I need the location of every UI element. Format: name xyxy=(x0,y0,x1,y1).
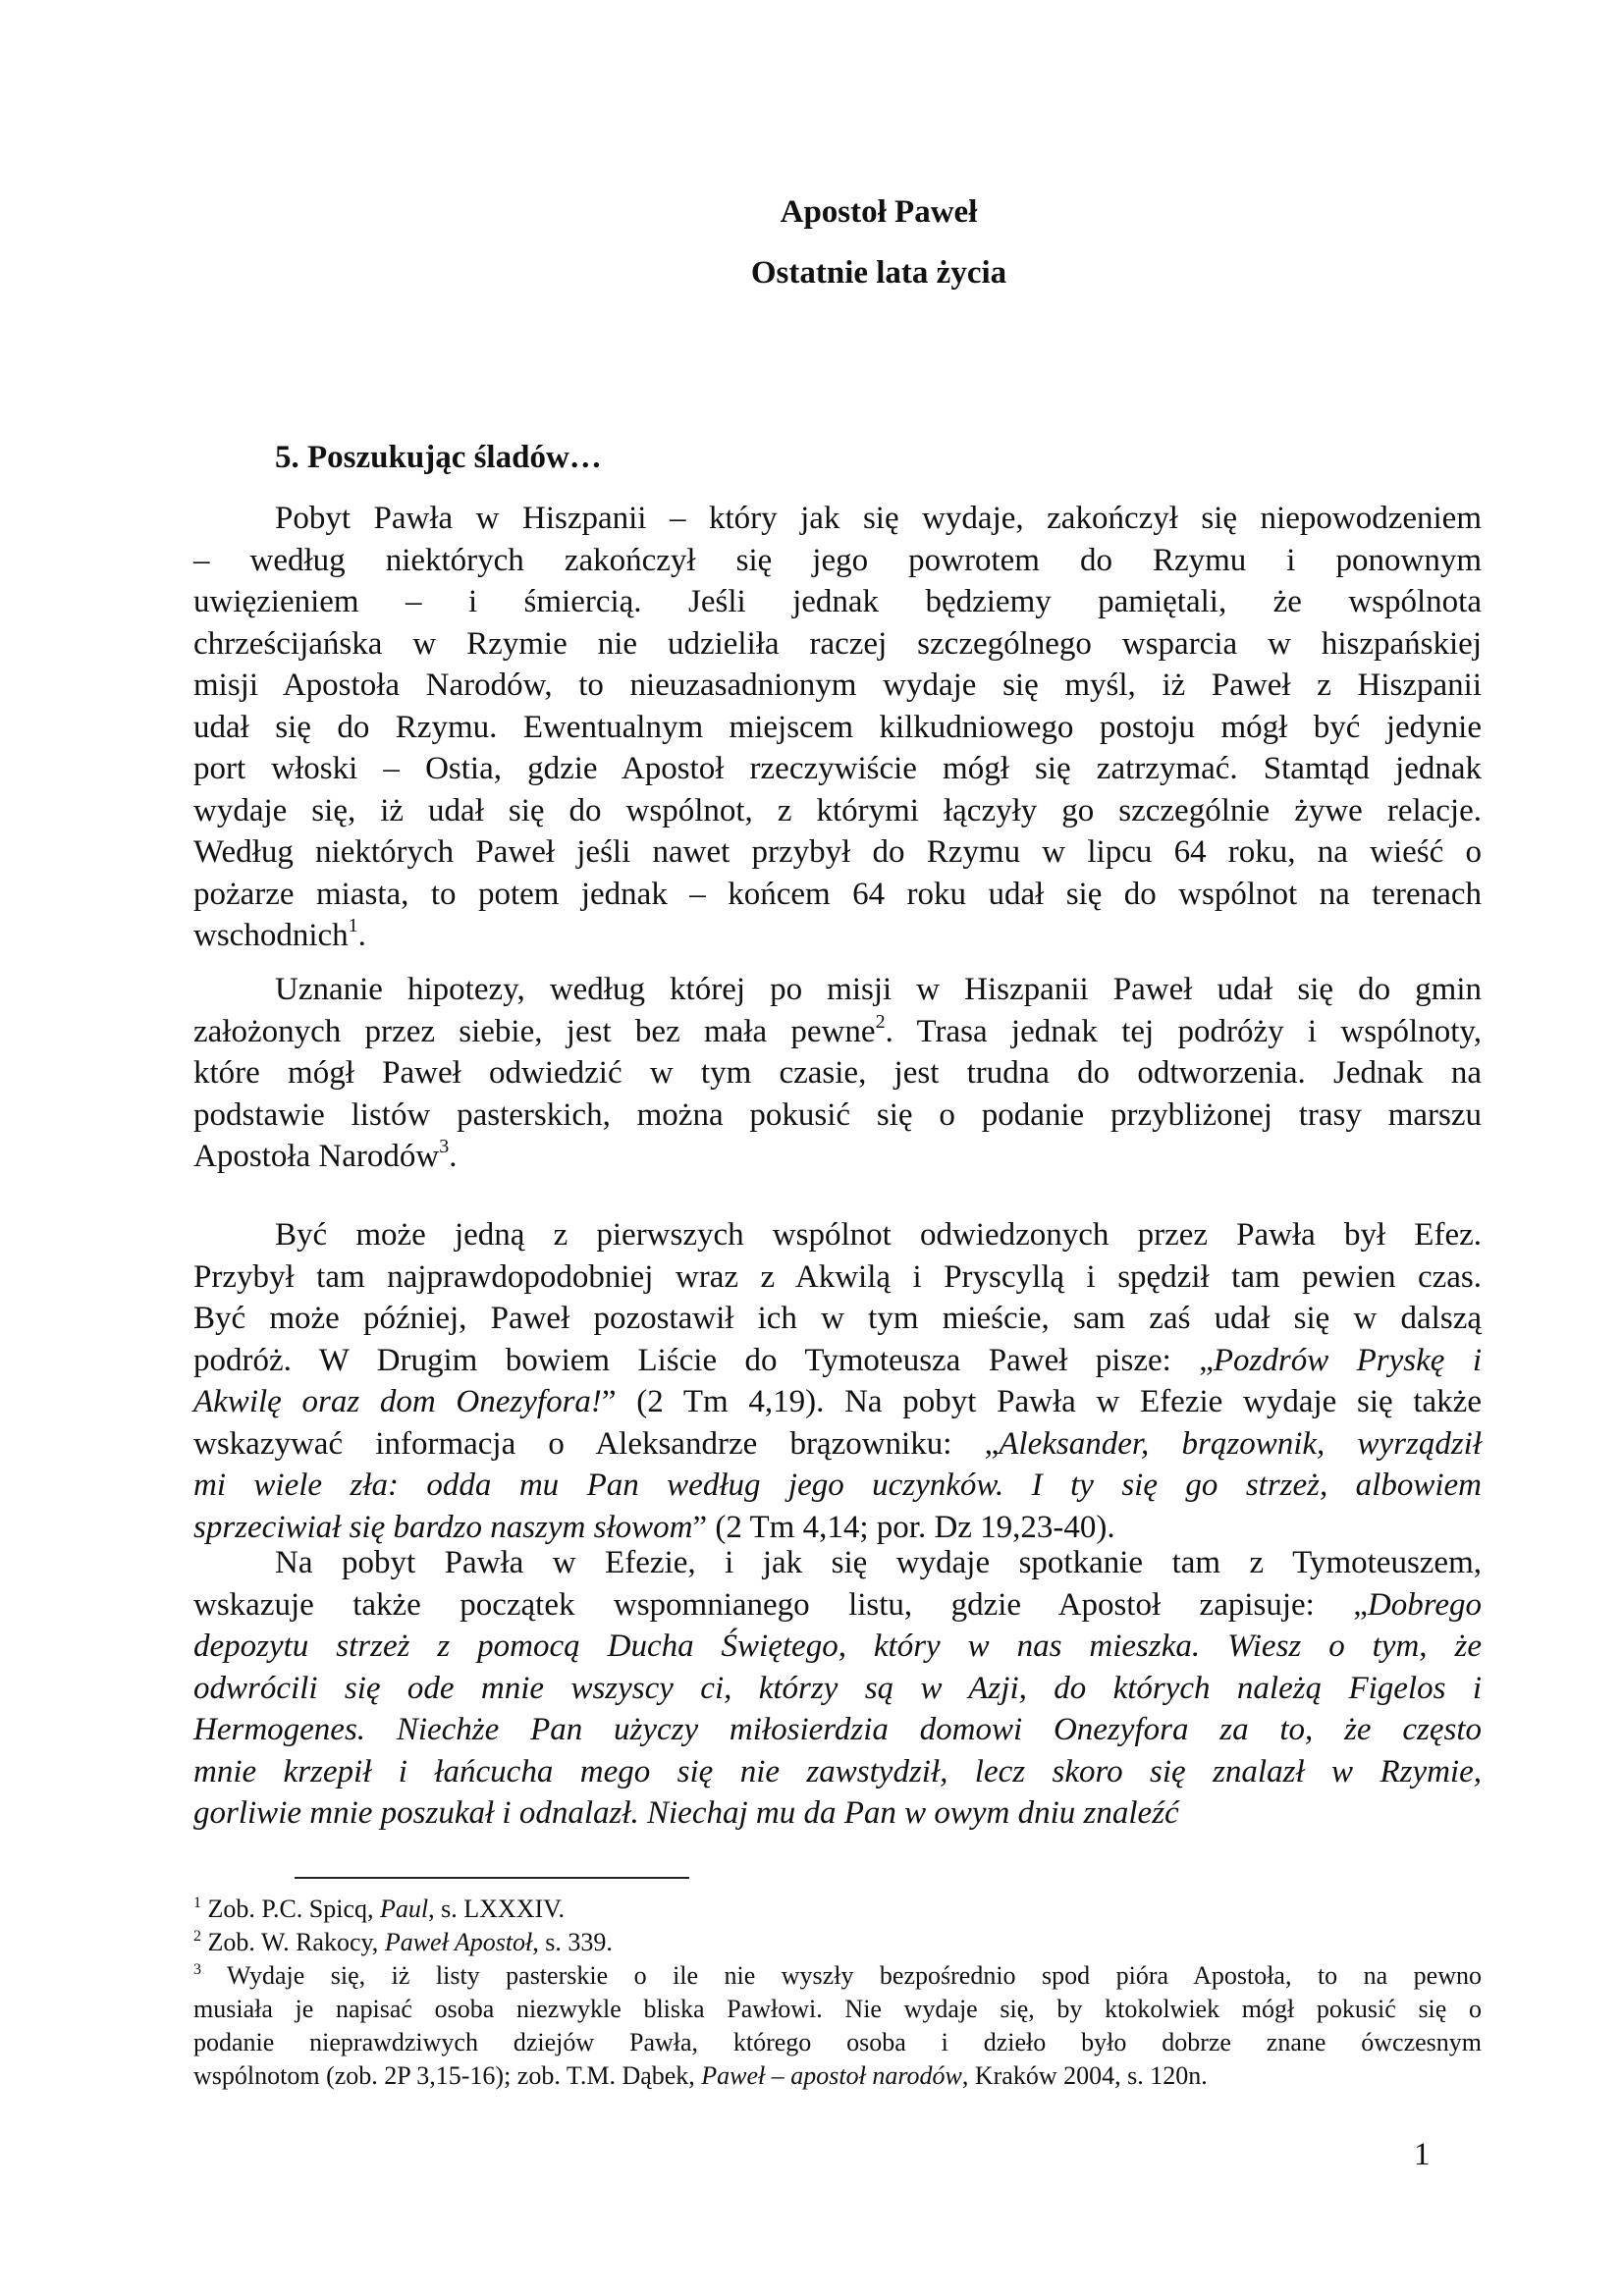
text-line xyxy=(193,748,1482,790)
text-run: . Trasa jednak tej podróży i wspólnoty, xyxy=(885,1013,1482,1049)
footnote xyxy=(193,1959,1482,2093)
text-line xyxy=(193,1959,1482,1993)
text-line xyxy=(193,1465,1482,1507)
quotation-text: Dobrego xyxy=(1367,1586,1482,1623)
quotation-text: Paweł Apostoł xyxy=(384,1928,533,1956)
text-line xyxy=(193,707,1482,749)
text-run: Zob. W. Rakocy, xyxy=(201,1928,385,1956)
page-number: 1 xyxy=(1414,2137,1431,2172)
text-run: chrześcijańska w Rzymie nie udzieliła raczej szczególnego wsparcia w hiszpańskiej xyxy=(193,625,1482,662)
text-run: podróż. W Drugim bowiem Liście do Tymoteusza Paweł pisze: „ xyxy=(193,1342,1214,1378)
document-subtitle: Ostatnie lata życia xyxy=(750,255,1007,291)
text-line xyxy=(193,1381,1482,1423)
text-run: wydaje się, iż udał się do wspólnot, z którymi łączyły go szczególnie żywe relacje. xyxy=(193,792,1482,828)
text-line xyxy=(193,1626,1482,1668)
text-line xyxy=(193,1792,1482,1835)
text-run: musiała je napisać osoba niezwykle bliska Pawłowi. Nie wydaje się, by ktokolwiek mógł pokusić się o xyxy=(193,1995,1482,2023)
footnote-ref: 1 xyxy=(193,1895,201,1911)
text-run: wspólnotom (zob. 2P 3,15-16); zob. T.M. Dąbek, xyxy=(193,2061,702,2090)
quotation-text: odwrócili się ode mnie wszyscy ci, którzy są w Azji, do których należą Figelos i xyxy=(193,1670,1482,1706)
document-title: Apostoł Paweł xyxy=(780,194,978,230)
text-run: Wydaje się, iż listy pasterskie o ile nie wyszły bezpośrednio spod pióra Apostoła, to na pewno xyxy=(201,1961,1482,1990)
text-line xyxy=(193,1751,1482,1793)
quotation-text: gorliwie mnie poszukał i odnalazł. Niechaj mu da Pan w owym dniu znaleźć xyxy=(193,1795,1179,1831)
text-line xyxy=(193,1095,1482,1137)
text-run: ” (2 Tm 4,19). Na pobyt Pawła w Efezie wydaje się także xyxy=(601,1384,1482,1419)
text-line xyxy=(193,1993,1482,2026)
quotation-text: Paweł – apostoł narodów xyxy=(701,2061,962,2090)
text-line xyxy=(193,1926,1482,1959)
text-line xyxy=(193,665,1482,707)
footnote-ref: 2 xyxy=(875,1010,886,1033)
text-line xyxy=(193,581,1482,623)
text-run: , s. 339. xyxy=(532,1928,613,1956)
footnote-ref: 1 xyxy=(348,915,358,936)
text-line xyxy=(193,1136,1482,1178)
text-line xyxy=(193,2059,1482,2093)
quotation-text: mi wiele zła: odda mu Pan według jego uczynków. I ty się go strzeż, albowiem xyxy=(193,1468,1482,1503)
quotation-text: depozytu strzeż z pomocą Ducha Świętego, który w nas mieszka. Wiesz o tym, że xyxy=(193,1629,1482,1664)
text-run: udał się do Rzymu. Ewentualnym miejscem kilkudniowego postoju mógł być jedynie xyxy=(193,709,1482,745)
text-run: Być może jedną z pierwszych wspólnot odwiedzonych przez Pawła był Efez. xyxy=(275,1217,1482,1253)
text-line xyxy=(193,1052,1482,1095)
text-run: . xyxy=(449,1139,458,1174)
text-run: które mógł Paweł odwiedzić w tym czasie, jest trudna do odtworzenia. Jednak na xyxy=(193,1055,1482,1091)
section-heading: 5. Poszukując śladów… xyxy=(275,440,602,475)
quotation-text: sprzeciwiał się bardzo naszym słowom xyxy=(193,1509,693,1545)
text-line xyxy=(193,1256,1482,1299)
text-run: Uznanie hipotezy, według której po misji w Hiszpanii Paweł udał się do gmin xyxy=(275,972,1482,1007)
text-run: założonych przez siebie, jest bez mała pewne xyxy=(193,1013,876,1049)
text-run: port włoski – Ostia, gdzie Apostoł rzeczywiście mógł się zatrzymać. Stamtąd jednak xyxy=(193,751,1482,786)
text-run: uwięzieniem – i śmiercią. Jeśli jednak będziemy pamiętali, że wspólnota xyxy=(193,584,1482,619)
text-line xyxy=(193,874,1482,916)
quotation-text: Aleksander, brązownik, wyrządził xyxy=(999,1425,1483,1462)
text-run: Przybył tam najprawdopodobniej wraz z Akwilą i Pryscyllą i spędził tam pewien czas. xyxy=(193,1258,1482,1295)
text-line xyxy=(193,2026,1482,2059)
text-line xyxy=(193,1423,1482,1466)
text-run: wschodnich xyxy=(193,918,349,953)
text-run: wskazuje także początek wspomnianego listu, gdzie Apostoł zapisuje: „ xyxy=(193,1586,1368,1623)
text-run: Na pobyt Pawła w Efezie, i jak się wydaje spotkanie tam z Tymoteuszem, xyxy=(275,1545,1482,1580)
quotation-text: Hermogenes. Niechże Pan użyczy miłosierdzia domowi Onezyfora za to, że często xyxy=(193,1712,1482,1747)
quotation-text: Paul xyxy=(380,1895,429,1923)
text-line xyxy=(193,1542,1482,1584)
text-run: , s. LXXXIV. xyxy=(428,1895,566,1923)
text-line xyxy=(193,540,1482,582)
paragraph xyxy=(193,1214,1482,1548)
text-line xyxy=(193,1893,1482,1926)
text-line xyxy=(193,1709,1482,1751)
text-run: wskazywać informacja o Aleksandrze brązowniku: „ xyxy=(193,1425,1000,1462)
text-line xyxy=(193,969,1482,1011)
text-run: podanie nieprawdziwych dziejów Pawła, którego osoba i dzieło było dobrze znane ówczesnym xyxy=(193,2028,1482,2056)
footnote-ref: 3 xyxy=(439,1136,450,1157)
text-run: , Kraków 2004, s. 120n. xyxy=(961,2061,1208,2090)
text-line xyxy=(193,1668,1482,1710)
text-run: – według niektórych zakończył się jego powrotem do Rzymu i ponownym xyxy=(193,542,1482,578)
text-line xyxy=(193,831,1482,874)
footnote xyxy=(193,1893,1482,1926)
text-line xyxy=(193,1298,1482,1340)
footnote xyxy=(193,1926,1482,1959)
paragraph xyxy=(193,498,1482,957)
quotation-text: Akwilę oraz dom Onezyfora! xyxy=(193,1384,602,1419)
text-run: Zob. P.C. Spicq, xyxy=(201,1895,381,1923)
text-line xyxy=(193,915,1482,957)
text-run: Apostoła Narodów xyxy=(193,1139,440,1174)
footnote-separator xyxy=(295,1877,689,1879)
text-run: Według niektórych Paweł jeśli nawet przybył do Rzymu w lipcu 64 roku, na wieść o xyxy=(193,834,1482,870)
text-line xyxy=(193,498,1482,540)
paragraph xyxy=(193,969,1482,1178)
footnote-ref: 2 xyxy=(193,1928,201,1945)
text-run: ” (2 Tm 4,14; por. Dz 19,23-40). xyxy=(692,1509,1115,1545)
text-run: Pobyt Pawła w Hiszpanii – który jak się wydaje, zakończył się niepowodzeniem xyxy=(275,501,1482,536)
text-run: Być może później, Paweł pozostawił ich w tym mieście, sam zaś udał się w dalszą xyxy=(193,1301,1482,1336)
quotation-text: mnie krzepił i łańcucha mego się nie zawstydził, lecz skoro się znalazł w Rzymie, xyxy=(193,1753,1482,1789)
text-run: . xyxy=(357,918,366,953)
text-line xyxy=(193,1340,1482,1382)
text-line xyxy=(193,1011,1482,1053)
text-line xyxy=(193,1214,1482,1256)
text-run: pożarze miasta, to potem jednak – końcem 64 roku udał się do wspólnot na terenach xyxy=(193,876,1482,912)
quotation-text: Pozdrów Pryskę i xyxy=(1213,1342,1482,1378)
text-line xyxy=(193,1584,1482,1627)
text-line xyxy=(193,790,1482,832)
text-run: podstawie listów pasterskich, można pokusić się o podanie przybliżonej trasy marszu xyxy=(193,1096,1482,1133)
footnotes xyxy=(193,1893,1482,2093)
text-run: misji Apostoła Narodów, to nieuzasadnionym wydaje się myśl, iż Paweł z Hiszpanii xyxy=(193,667,1482,703)
text-line xyxy=(193,623,1482,666)
footnote-ref: 3 xyxy=(193,1961,201,1978)
paragraph xyxy=(193,1542,1482,1835)
